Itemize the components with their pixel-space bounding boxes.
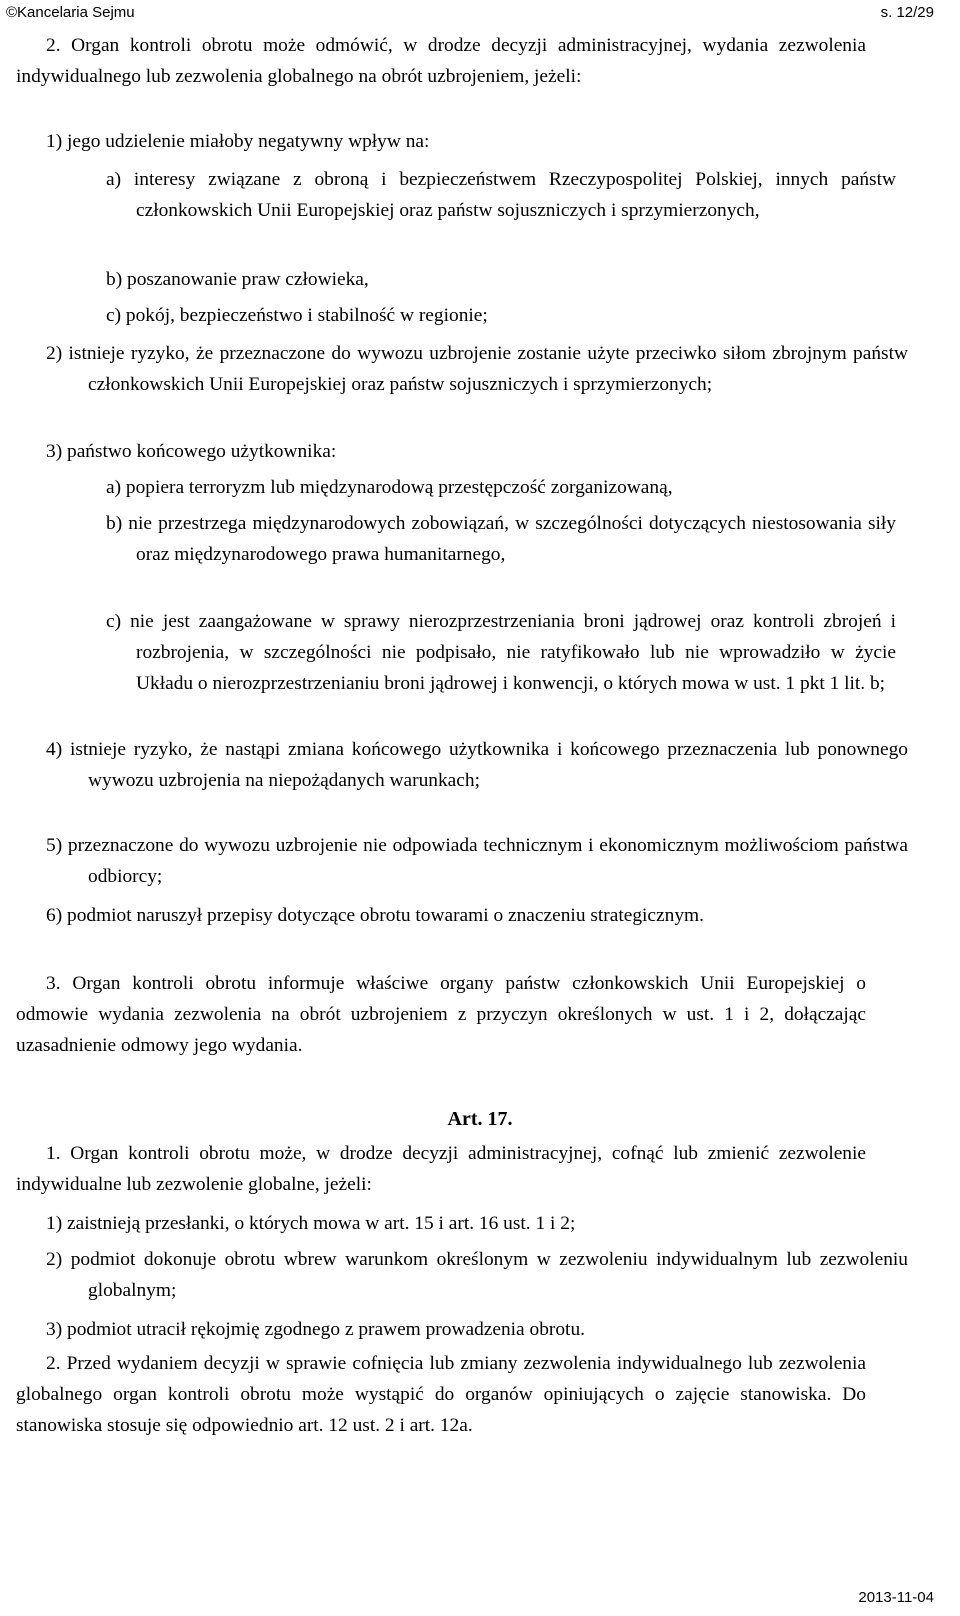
item-2-1: 1) jego udzielenie miałoby negatywny wpływ na: xyxy=(46,131,430,152)
item-2-3-a: a) popiera terroryzm lub międzynarodową przestępczość zorganizowaną, xyxy=(106,477,673,498)
item-2-2: 2) istnieje ryzyko, że przeznaczone do wywozu uzbrojenie zostanie użyte przeciwko siłom zbrojnym państw członkowskich Unii Europejskiej oraz państw sojuszniczych i sprzymierzonych; xyxy=(46,343,908,395)
paragraph-2-intro: 2. Organ kontroli obrotu może odmówić, w drodze decyzji administracyjnej, wydania zezwolenia indywidualnego lub zezwolenia globalnego na obrót uzbrojeniem, jeżeli: xyxy=(16,35,866,87)
page-number: s. 12/29 xyxy=(880,4,934,21)
item-2-6: 6) podmiot naruszył przepisy dotyczące obrotu towarami o znaczeniu strategicznym. xyxy=(46,905,704,926)
article-17-paragraph-1: 1. Organ kontroli obrotu może, w drodze decyzji administracyjnej, cofnąć lub zmienić zezwolenie indywidualne lub zezwolenie globalne, jeżeli: xyxy=(16,1143,866,1195)
page-header xyxy=(0,0,960,28)
item-2-3: 3) państwo końcowego użytkownika: xyxy=(46,441,337,462)
item-2-1-c: c) pokój, bezpieczeństwo i stabilność w regionie; xyxy=(106,305,488,326)
item-2-1-b: b) poszanowanie praw człowieka, xyxy=(106,269,369,290)
article-17-paragraph-2: 2. Przed wydaniem decyzji w sprawie cofnięcia lub zmiany zezwolenia indywidualnego lub zezwolenia globalnego organ kontroli obrotu może wystąpić do organów opiniujących o zajęcie stanowiska. Do stanowiska stosuje się odpowiednio art. 12 ust. 2 i art. 12a. xyxy=(16,1353,866,1436)
item-2-4: 4) istnieje ryzyko, że nastąpi zmiana końcowego użytkownika i końcowego przeznaczenia lub ponownego wywozu uzbrojenia na niepożądanych warunkach; xyxy=(46,739,908,791)
item-2-3-b: b) nie przestrzega międzynarodowych zobowiązań, w szczególności dotyczących niestosowania siły oraz międzynarodowego prawa humanitarnego, xyxy=(106,513,896,565)
item-2-3-c: c) nie jest zaangażowane w sprawy nierozprzestrzeniania broni jądrowej oraz kontroli zbrojeń i rozbrojenia, w szczególności nie podpisało, nie ratyfikowało lub nie wprowadziło w życie Układu o nierozprzestrzenianiu broni jądrowej i konwencji, o których mowa w ust. 1 pkt 1 lit. b; xyxy=(106,611,896,694)
paragraph-3: 3. Organ kontroli obrotu informuje właściwe organy państw członkowskich Unii Europejskiej o odmowie wydania zezwolenia na obrót uzbrojeniem z przyczyn określonych w ust. 1 i 2, dołączając uzasadnienie odmowy jego wydania. xyxy=(16,973,866,1056)
article-17-heading: Art. 17. xyxy=(447,1108,513,1130)
footer-date: 2013-11-04 xyxy=(858,1589,934,1606)
article-17-item-3: 3) podmiot utracił rękojmię zgodnego z prawem prowadzenia obrotu. xyxy=(46,1319,585,1340)
copyright-label: ©Kancelaria Sejmu xyxy=(6,4,135,21)
article-17-item-1: 1) zaistnieją przesłanki, o których mowa w art. 15 i art. 16 ust. 1 i 2; xyxy=(46,1213,576,1234)
item-2-5: 5) przeznaczone do wywozu uzbrojenie nie odpowiada technicznym i ekonomicznym możliwościom państwa odbiorcy; xyxy=(46,835,908,887)
item-2-1-a: a) interesy związane z obroną i bezpieczeństwem Rzeczypospolitej Polskiej, innych państw członkowskich Unii Europejskiej oraz państw sojuszniczych i sprzymierzonych, xyxy=(106,169,896,221)
article-17-item-2: 2) podmiot dokonuje obrotu wbrew warunkom określonym w zezwoleniu indywidualnym lub zezwoleniu globalnym; xyxy=(46,1249,908,1301)
